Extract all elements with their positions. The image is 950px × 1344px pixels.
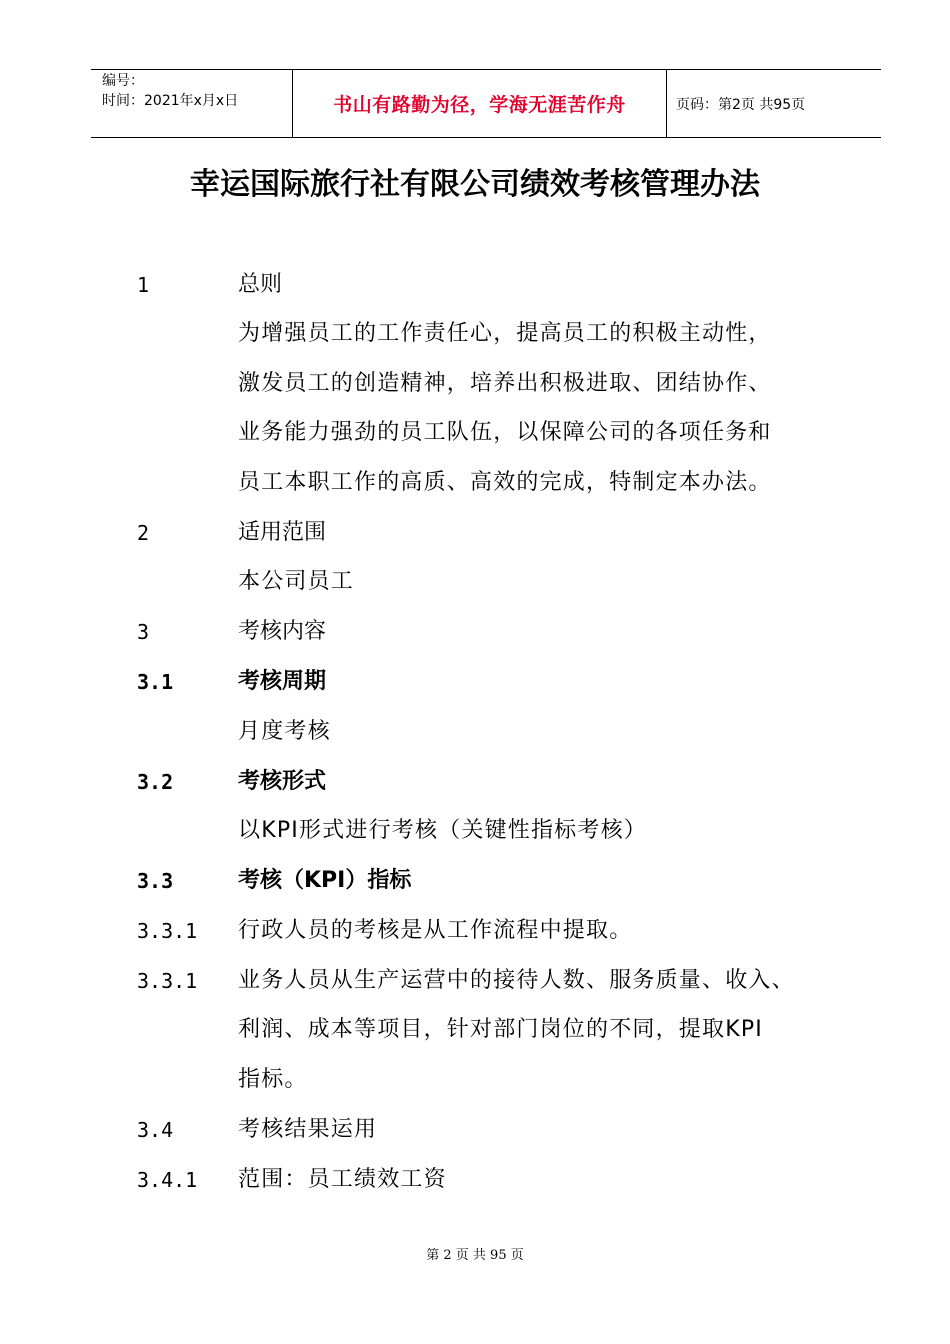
section-number: 3.4.1 xyxy=(137,1168,198,1192)
section-number: 3.2 xyxy=(137,770,174,794)
section-heading: 考核结果运用 xyxy=(238,1117,378,1142)
paragraph-line: 员工本职工作的高质、高效的完成，特制定本办法。 xyxy=(238,470,772,495)
page-info: 页码：第2页 共95页 xyxy=(676,96,806,113)
paragraph-line: 范围：员工绩效工资 xyxy=(238,1167,447,1192)
serial-label: 编号： xyxy=(102,73,144,89)
section-heading: 考核周期 xyxy=(238,669,327,694)
section-number: 3.4 xyxy=(137,1118,174,1142)
section-number: 3.3.1 xyxy=(137,969,198,993)
section-heading: 考核形式 xyxy=(238,769,327,794)
section-heading: 总则 xyxy=(238,272,283,297)
paragraph-line: 激发员工的创造精神，培养出积极进取、团结协作、 xyxy=(238,371,772,396)
section-heading: 考核（KPI）指标 xyxy=(238,868,412,893)
paragraph-line: 为增强员工的工作责任心，提高员工的积极主动性， xyxy=(238,321,772,346)
page-footer: 第 2 页 共 95 页 xyxy=(426,1248,524,1263)
section-number: 3.1 xyxy=(137,670,174,694)
paragraph-line: 业务能力强劲的员工队伍，以保障公司的各项任务和 xyxy=(238,420,772,445)
section-heading: 适用范围 xyxy=(238,520,327,545)
header-motto-cell xyxy=(292,70,667,137)
section-number: 2 xyxy=(137,521,150,545)
motto: 书山有路勤为径，学海无涯苦作舟 xyxy=(333,94,626,116)
paragraph-line: 利润、成本等项目，针对部门岗位的不同，提取KPI xyxy=(238,1017,763,1042)
paragraph-line: 以KPI形式进行考核（关键性指标考核） xyxy=(238,818,647,843)
section-number: 3 xyxy=(137,620,150,644)
document-title: 幸运国际旅行社有限公司绩效考核管理办法 xyxy=(190,167,760,202)
page-header xyxy=(91,69,881,138)
paragraph-line: 行政人员的考核是从工作流程中提取。 xyxy=(238,918,633,943)
section-number: 1 xyxy=(137,273,150,297)
section-number: 3.3 xyxy=(137,869,174,893)
section-number: 3.3.1 xyxy=(137,919,198,943)
time-label: 时间：2021年x月x日 xyxy=(102,93,239,109)
paragraph-line: 本公司员工 xyxy=(238,569,355,594)
paragraph-line: 指标。 xyxy=(238,1067,308,1092)
header-page-cell xyxy=(666,70,881,137)
paragraph-line: 月度考核 xyxy=(238,719,331,744)
section-heading: 考核内容 xyxy=(238,619,327,644)
header-left-cell xyxy=(91,70,292,137)
paragraph-line: 业务人员从生产运营中的接待人数、服务质量、收入、 xyxy=(238,968,795,993)
